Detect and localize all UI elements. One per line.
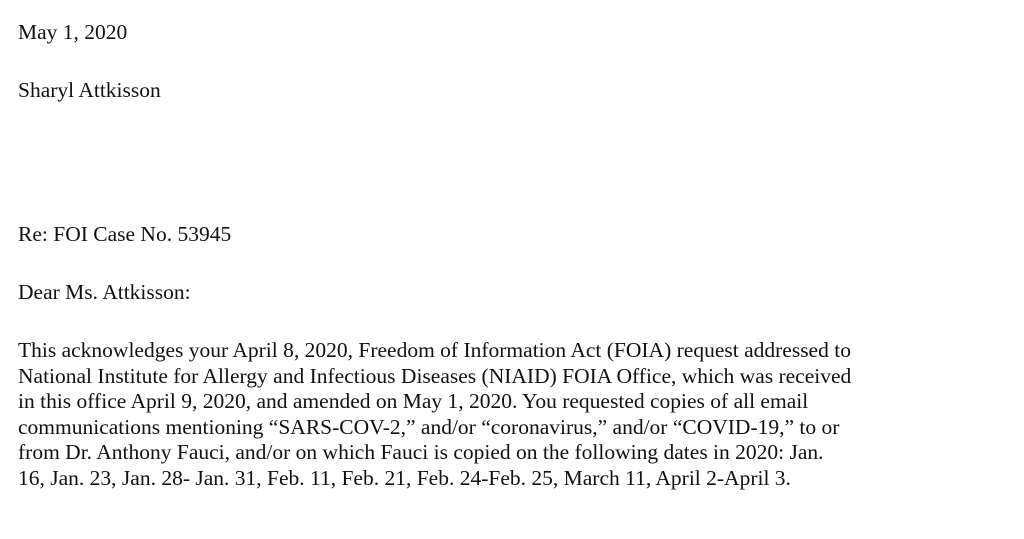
body-line: communications mentioning “SARS-COV-2,” and/or “coronavirus,” and/or “COVID-19,” to or (18, 414, 840, 439)
body-paragraph (18, 338, 1018, 491)
letter-date: May 1, 2020 (18, 20, 128, 44)
recipient-name: Sharyl Attkisson (18, 78, 161, 102)
body-line: 16, Jan. 23, Jan. 28- Jan. 31, Feb. 11, Feb. 21, Feb. 24-Feb. 25, March 11, April 2-April 3. (18, 465, 791, 490)
body-line: in this office April 9, 2020, and amended on May 1, 2020. You requested copies of all email (18, 389, 809, 413)
body-line: National Institute for Allergy and Infectious Diseases (NIAID) FOIA Office, which was received (18, 363, 852, 388)
body-line: This acknowledges your April 8, 2020, Freedom of Information Act (FOIA) request addressed to (18, 338, 851, 362)
salutation: Dear Ms. Attkisson: (18, 280, 191, 304)
body-line: from Dr. Anthony Fauci, and/or on which Fauci is copied on the following dates in 2020: Jan. (18, 440, 824, 464)
subject-line: Re: FOI Case No. 53945 (18, 222, 232, 246)
